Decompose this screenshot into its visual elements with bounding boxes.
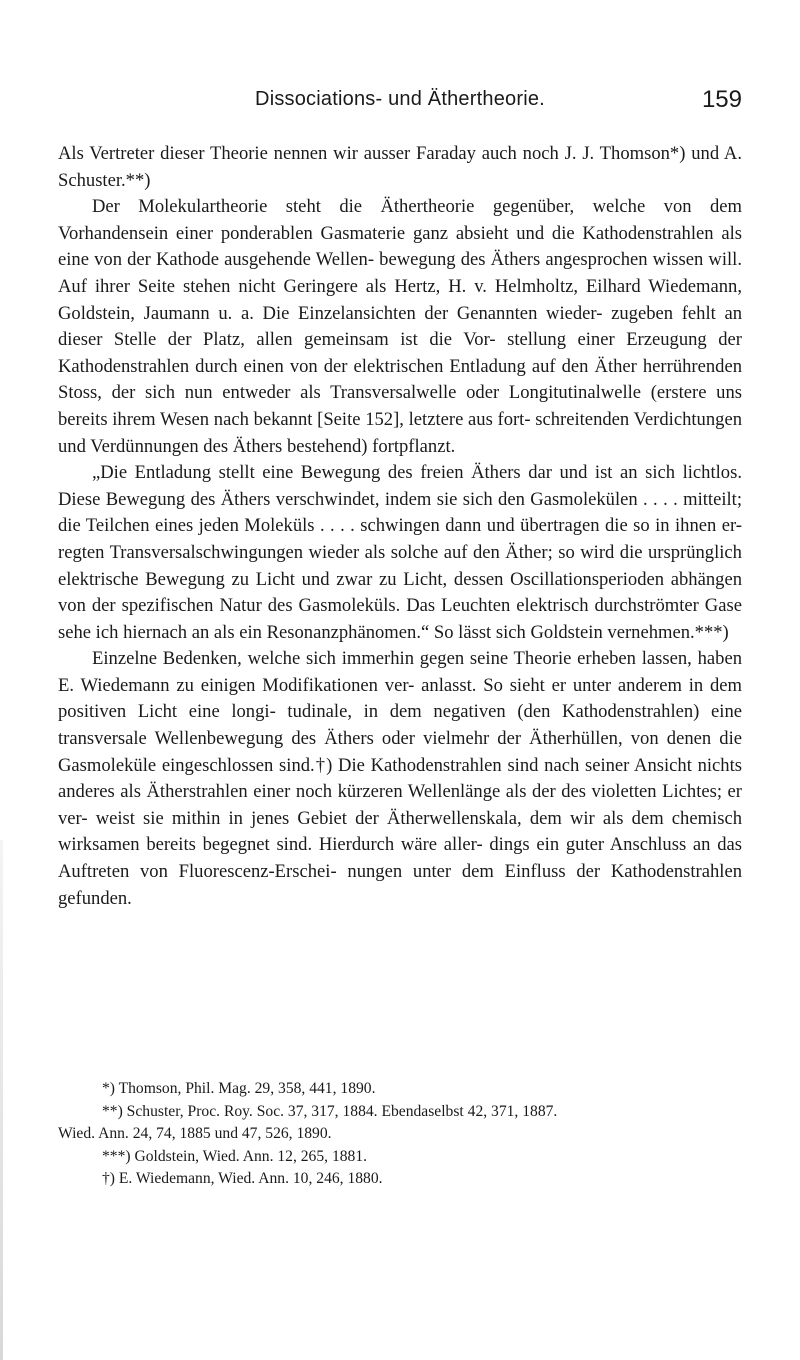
text-line: die Kathodenstrahlen als eine von der Kathode ausgehende Wellen-: [58, 222, 742, 271]
text-line: nungen unter dem Einfluss der Kathodenstrahlen gefunden.: [58, 861, 743, 909]
text-line: Goldstein, Jaumann u. a. Die Einzelansichten der Genannten wieder-: [58, 302, 603, 324]
text-line: elektrischen Entladung auf den Äther herrührenden Stoss, der sich: [58, 355, 742, 404]
text-line: ist an sich lichtlos. Diese Bewegung des Äthers verschwindet, indem: [58, 462, 742, 510]
paragraph-2: [58, 194, 742, 460]
page-number: 159: [701, 86, 742, 113]
text-line: zugeben fehlt an dieser Stelle der Platz, allen gemeinsam ist die Vor-: [58, 302, 743, 351]
text-line: sie sich den Gasmolekülen . . . . mitteilt; die Teilchen eines jeden: [58, 488, 742, 537]
paragraph-1: [58, 141, 742, 194]
text-line: bewegung des Äthers angesprochen wissen will. Auf ihrer Seite stehen: [58, 249, 742, 297]
footnote: *) Thomson, Phil. Mag. 29, 358, 441, 1890.: [102, 1080, 376, 1097]
paragraph-4: [58, 646, 742, 912]
text-line: Moleküls . . . . schwingen dann und übertragen die so in ihnen er-: [244, 515, 742, 537]
footnote: **) Schuster, Proc. Roy. Soc. 37, 317, 1884. Ebendaselbst 42, 371, 1887.: [102, 1102, 558, 1120]
text-line: schreitenden Verdichtungen und Verdünnungen des Äthers bestehend): [58, 408, 742, 457]
footnote: †) E. Wiedemann, Wied. Ann. 10, 246, 1880.: [102, 1170, 383, 1188]
text-line: die Gasmoleküle eingeschlossen sind.†) Die Kathodenstrahlen sind: [58, 728, 743, 776]
running-title: Dissociations- und Äthertheorie.: [255, 88, 545, 110]
text-line: J. J. Thomson*) und A. Schuster.**): [58, 143, 742, 191]
scan-edge-shadow: [0, 840, 3, 1360]
text-line: erheben lassen, haben E. Wiedemann zu einigen Modifikationen ver-: [58, 648, 742, 696]
text-line: dessen Oscillationsperioden abhängen von der spezifischen Natur des: [58, 568, 742, 617]
text-line: Einzelne Bedenken, welche sich immerhin gegen seine Theorie: [92, 648, 578, 670]
text-line: Der Molekulartheorie steht die Äthertheorie gegenüber, welche: [92, 196, 664, 218]
text-line: nicht Geringere als Hertz, H. v. Helmholtz, Eilhard Wiedemann,: [238, 275, 742, 297]
text-line: Gasmoleküls. Das Leuchten elektrisch durchströmter Gase sehe ich: [58, 595, 742, 643]
text-line: Wellenbewegung des Äthers oder vielmehr der Ätherhüllen, von denen: [154, 728, 720, 750]
paragraph-3: [58, 460, 742, 646]
text-line: „Die Entladung stellt eine Bewegung des freien Äthers dar und: [92, 462, 595, 484]
text-line: uns bereits ihrem Wesen nach bekannt [Seite 152], letztere aus fort-: [58, 382, 742, 430]
text-line: hiernach an als ein Resonanzphänomen.“ So lässt sich Goldstein: [123, 621, 608, 643]
text-line: nach seiner Ansicht nichts anderes als Ätherstrahlen einer noch: [58, 754, 743, 803]
text-line: dings ein guter Anschluss an das Auftreten von Fluorescenz-Erschei-: [58, 834, 742, 883]
footnote-continuation: Wied. Ann. 24, 74, 1885 und 47, 526, 1890.: [58, 1125, 332, 1143]
text-line: weist sie mithin in jenes Gebiet der Ätherwellenskala, dem wir als: [95, 807, 632, 829]
text-line: nun entweder als Transversalwelle oder Longitutinalwelle (erstere: [184, 382, 717, 404]
text-line: Als Vertreter dieser Theorie nennen wir ausser Faraday auch noch: [58, 143, 565, 164]
text-line: anlasst. So sieht er unter anderem in dem positiven Licht eine longi-: [58, 674, 743, 723]
text-line: wird die ursprünglich elektrische Bewegung zu Licht und zwar zu Licht,: [58, 541, 742, 590]
text-line: kürzeren Wellenlänge als der des violetten Lichtes; er ver-: [58, 781, 742, 829]
text-line: regten Transversalschwingungen wieder als solche auf den Äther; so: [58, 541, 581, 563]
footnotes: [58, 1078, 748, 1191]
text-line: stellung einer Erzeugung der Kathodenstrahlen durch einen von der: [58, 329, 742, 377]
text-line: fortpflanzt.: [372, 435, 456, 457]
text-line: dem chemisch wirksamen bereits begegnet sind. Hierdurch wäre aller-: [58, 807, 742, 856]
running-header: [0, 86, 800, 116]
text-line: tudinale, in dem negativen (den Kathodenstrahlen) eine transversale: [58, 701, 742, 750]
footnote: ***) Goldstein, Wied. Ann. 12, 265, 1881.: [102, 1147, 368, 1165]
body-text: [58, 141, 742, 912]
text-line: vernehmen.***): [607, 621, 729, 643]
text-line: von dem Vorhandensein einer ponderablen Gasmaterie ganz absieht und: [58, 196, 742, 244]
